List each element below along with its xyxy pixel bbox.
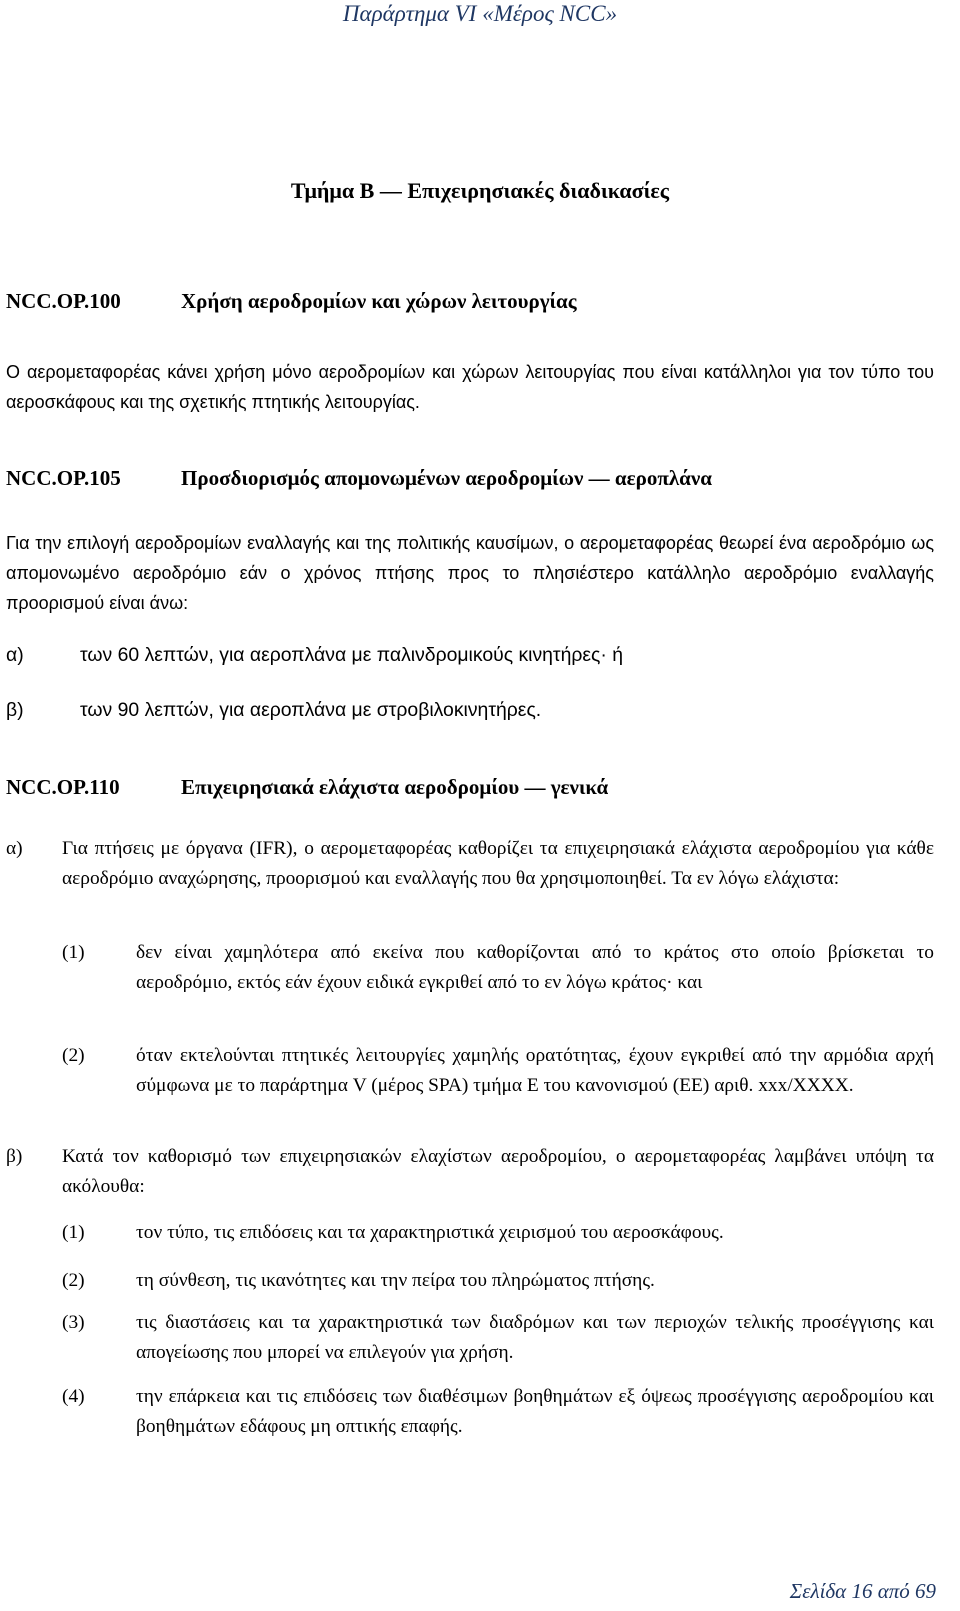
item-label: α)	[6, 838, 23, 859]
sub-item-label: (1)	[62, 1222, 85, 1243]
section-op100-body: Ο αερομεταφορέας κάνει χρήση μόνο αεροδρομίων και χώρων λειτουργίας που είναι κατάλληλοι για τον τύπο του αεροσκάφους και της σχετικής πτητικής λειτουργίας.	[6, 362, 934, 412]
section-number: NCC.OP.110	[6, 775, 120, 799]
item-text: των 90 λεπτών, για αεροπλάνα με στροβιλοκινητήρες.	[80, 699, 542, 721]
item-label: α)	[6, 644, 24, 666]
item-label: β)	[6, 699, 24, 721]
sub-item	[62, 1218, 934, 1248]
sub-item	[62, 1308, 934, 1368]
sub-item	[62, 1266, 934, 1296]
sub-item-text: την επάρκεια και τις επιδόσεις των διαθέσιμων βοηθημάτων εξ όψεως προσέγγισης αεροδρομίου και βοηθημάτων εδάφους μη οπτικής επαφής.	[136, 1386, 934, 1437]
part-title: Τμήμα Β — Επιχειρησιακές διαδικασίες	[290, 178, 670, 203]
sub-item	[62, 1382, 934, 1442]
page-footer: Σελίδα 16 από 69	[789, 1579, 936, 1603]
sub-item-text: δεν είναι χαμηλότερα από εκείνα που καθορίζονται από το κράτος στο οποίο βρίσκεται το αεροδρόμιο, εκτός εάν έχουν ειδικά εγκριθεί από το εν λόγω κράτος· και	[136, 942, 934, 993]
sub-item-text: τη σύνθεση, τις ικανότητες και την πείρα του πληρώματος πτήσης.	[136, 1270, 655, 1291]
list-item-b	[6, 1142, 934, 1202]
sub-item-label: (2)	[62, 1045, 85, 1066]
list-item	[6, 695, 934, 725]
sub-item-label: (4)	[62, 1386, 85, 1407]
sub-item	[62, 1041, 934, 1131]
section-number: NCC.OP.100	[6, 289, 121, 313]
list-item	[6, 640, 934, 670]
sub-item	[62, 938, 934, 1028]
section-title: Χρήση αεροδρομίων και χώρων λειτουργίας	[181, 289, 577, 313]
sub-item-label: (2)	[62, 1270, 85, 1291]
section-title: Επιχειρησιακά ελάχιστα αεροδρομίου — γενικά	[181, 775, 609, 799]
sub-item-text: τον τύπο, τις επιδόσεις και τα χαρακτηριστικά χειρισμού του αεροσκάφους.	[136, 1222, 724, 1243]
section-title: Προσδιορισμός απομονωμένων αεροδρομίων — αεροπλάνα	[181, 466, 712, 490]
sub-item-text: τις διαστάσεις και τα χαρακτηριστικά των διαδρόμων και των περιοχών τελικής προσέγγισης και απογείωσης που μπορεί να επιλεγούν για χρήση.	[136, 1312, 934, 1363]
list-item-a	[6, 834, 934, 924]
item-text: Για πτήσεις με όργανα (IFR), ο αερομεταφορέας καθορίζει τα επιχειρησιακά ελάχιστα αεροδρομίου για κάθε αεροδρόμιο αναχώρησης, προορισμού και εναλλαγής που θα χρησιμοποιηθεί. Τα εν λόγω ελάχιστα:	[62, 838, 934, 889]
item-text: Κατά τον καθορισμό των επιχειρησιακών ελαχίστων αεροδρομίου, ο αερομεταφορέας λαμβάνει υπόψη τα ακόλουθα:	[62, 1146, 934, 1197]
sub-item-label: (3)	[62, 1312, 85, 1333]
sub-item-label: (1)	[62, 942, 85, 963]
section-op105-body: Για την επιλογή αεροδρομίων εναλλαγής και της πολιτικής καυσίμων, ο αερομεταφορέας θεωρεί ένα αεροδρόμιο ως απομονωμένο αεροδρόμιο εάν ο χρόνος πτήσης προς το πλησιέστερο κατάλληλο αεροδρόμιο εναλλαγής προορισμού είναι άνω:	[6, 533, 934, 613]
sub-item-text: όταν εκτελούνται πτητικές λειτουργίες χαμηλής ορατότητας, έχουν εγκριθεί από την αρμόδια αρχή σύμφωνα με το παράρτημα V (μέρος SPA) τμήμα Ε του κανονισμού (ΕΕ) αριθ. xxx/XXXX.	[136, 1045, 934, 1096]
item-label: β)	[6, 1146, 23, 1167]
page-header: Παράρτημα VI «Μέρος NCC»	[342, 1, 618, 26]
section-number: NCC.OP.105	[6, 466, 121, 490]
item-text: των 60 λεπτών, για αεροπλάνα με παλινδρομικούς κινητήρες· ή	[80, 644, 624, 666]
